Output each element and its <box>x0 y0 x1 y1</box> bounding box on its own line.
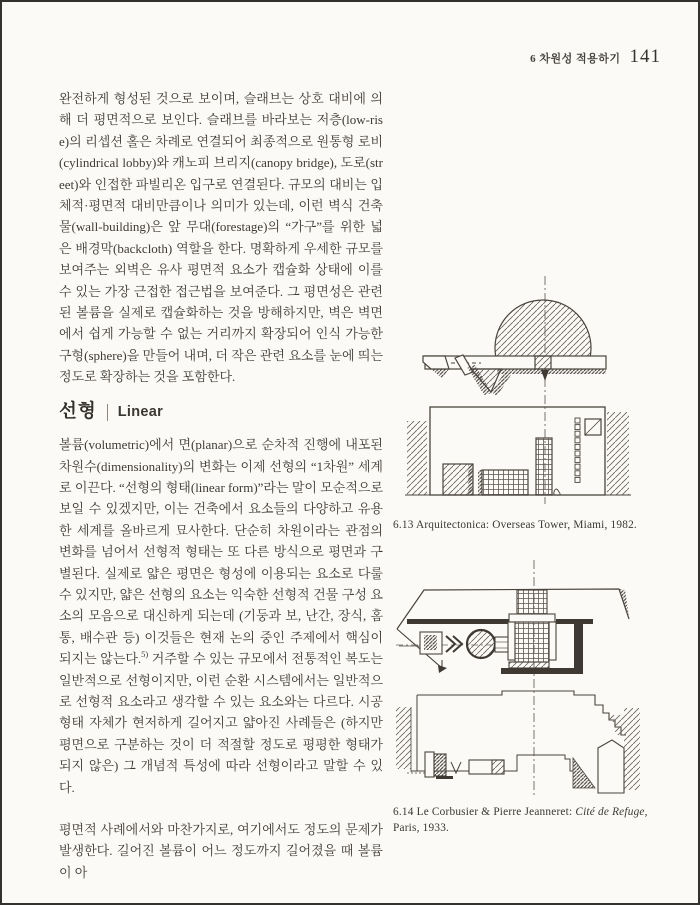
entrance-pylon-poche <box>434 754 446 776</box>
section-heading <box>59 402 383 423</box>
vestibule-poche <box>424 635 437 650</box>
tower-wing-right <box>549 622 556 660</box>
entrance-pylon <box>425 752 434 777</box>
ground-hatch-right <box>607 412 629 495</box>
paragraph: 평면적 사례에서와 마찬가지로, 여기에서도 정도의 문제가 발생한다. 길어진 볼륨이 어느 정도까지 길어졌을 때 볼륨이 아 <box>59 822 383 880</box>
entry-chevrons <box>446 636 462 652</box>
paragraph: 완전하게 형성된 것으로 보이며, 슬래브는 상호 대비에 의해 더 평면적으로 보인다. 슬래브를 바라보는 저층(low-rise)의 리셉션 홀은 차례로 연결되어 최종적으로 원통형 로비(cylindrical lobby)와 캐노피 브리지(canopy bridge), 도로(street)와 인접한 파빌리온 입구로 연결된다. 규모의 대비는 입체적·평면적 대비만큼이나 의미가 있는데, 이런 벽식 건축물(wall-building)은 앞 무대(forestage)의 “가구”를 위한 넓은 배경막(backcloth) 역할을 한다. 명확하게 우세한 규모를 보여주는 외벽은 유사 평면적 요소가 캡슐화 상태에 이를 수 있는 가장 근접한 접근법을 보여준다. 그 평면성은 관련된 볼륨을 실제로 캡슐화하는 것을 방해하지만, 벽은 벽면에서 쉽게 가능할 수 없는 거리까지 확장되어 인식 가능한 구형(sphere)을 만들어 내며, 더 작은 관련 요소를 눈에 띄는 정도로 확장하는 것을 포함한다. <box>59 91 383 385</box>
sphere-volume <box>495 300 591 396</box>
tower-plate-top <box>509 614 555 622</box>
paragraph <box>59 434 383 798</box>
small-scribble <box>554 489 560 495</box>
ramp-poche-triangle <box>573 758 595 788</box>
centerline-arrow <box>541 370 549 381</box>
caption-work-title: Cité de Refuge, <box>575 806 648 818</box>
step-hatch <box>609 715 624 735</box>
figure-6-14-drawing <box>393 558 693 798</box>
pavilion-dark-edge <box>468 464 473 495</box>
plan-corner-sliver <box>619 589 629 616</box>
slab-hatched-joint <box>535 356 551 369</box>
slab-shadow <box>497 369 606 374</box>
ground-hatch-left <box>407 421 427 495</box>
tower-strip <box>536 438 552 495</box>
plan-wall-bottom <box>501 668 583 674</box>
plan-wall-right <box>574 623 583 673</box>
slab-bar <box>425 356 606 369</box>
context-hatch-left <box>396 707 411 769</box>
context-hatch-right <box>624 708 640 790</box>
footnote-marker: 5) <box>141 649 149 660</box>
rotunda-link <box>495 637 509 652</box>
running-head <box>530 46 661 68</box>
entrance-base <box>436 776 453 779</box>
poche-band-left <box>407 619 509 624</box>
left-ramp-shadow <box>431 369 449 378</box>
tower-stub <box>517 590 547 614</box>
section-heading-english: Linear <box>117 403 164 420</box>
paragraph-text: 볼륨(volumetric)에서 면(planar)으로 순차적 진행에 내포된 차원수(dimensionality)의 변화는 이제 선형의 “1차원” 세계로 이끈다. “선형의 형태(linear form)”라는 말이 모순적으로 보일 수 있겠지만, 이는 건축에서 요소들의 다양하고 유용한 세계를 올바르게 묘사한다. 단순히 차원이라는 관점의 변화를 넘어서 선형적 형태는 또 다른 방식으로 평면과 구별된다. 실제로 얇은 평면은 형성에 이용되는 요소로 다룰 수 있지만, 얇은 선형의 요소는 익숙한 선형적 건물 구성 요소의 모음으로 대신하게 되는데 (기둥과 보, 난간, 장식, 홈통, 배수관 등) 이것들은 현재 논의 중인 주제에서 핵심이 되지는 않는다. <box>59 437 383 667</box>
section-heading-korean: 선형 <box>59 401 97 422</box>
figure-6-13 <box>393 274 695 533</box>
tower-wing-left <box>508 622 515 660</box>
tower-core <box>515 622 549 662</box>
elevation-roofline <box>417 691 626 735</box>
chapter-title: 6 차원성 적용하기 <box>530 53 621 65</box>
body-text-column <box>59 88 383 883</box>
heading-divider-rule <box>107 404 108 421</box>
figure-caption: 6.13 Arquitectonica: Overseas Tower, Miami, 1982. <box>393 519 637 531</box>
canopy-hatch-end <box>492 760 504 774</box>
grid-block <box>482 470 528 495</box>
gabled-building <box>598 740 624 793</box>
figure-6-13-drawing <box>393 274 693 506</box>
page-number: 141 <box>629 46 661 67</box>
grid-block-dark-edge <box>478 470 482 495</box>
figure-caption <box>393 804 695 836</box>
paragraph-text: 거주할 수 있는 규모에서 전통적인 복도는 일반적으로 선형이지만, 이런 순환 시스템에서는 일반적으로 선형적 요소라고 생각할 수 있는 요소와는 다르다. 시공 형태 자체가 현저하게 길어지고 얇아진 사례들은 (하지만 평면으로 구분하는 것이 더 적절할 정도로 평평한 형태가 되지 않은) 그 개념적 특성에 따라 선형이라고 말할 수 있다. <box>59 651 383 795</box>
rotunda-plan <box>467 630 495 658</box>
caption-text: Paris, 1933. <box>393 822 450 834</box>
figure-6-14 <box>393 558 695 836</box>
window-dots-column <box>575 418 580 482</box>
caption-text: 6.14 Le Corbusier & Pierre Jeanneret: <box>393 806 576 818</box>
tower-plate-bottom <box>509 662 549 668</box>
